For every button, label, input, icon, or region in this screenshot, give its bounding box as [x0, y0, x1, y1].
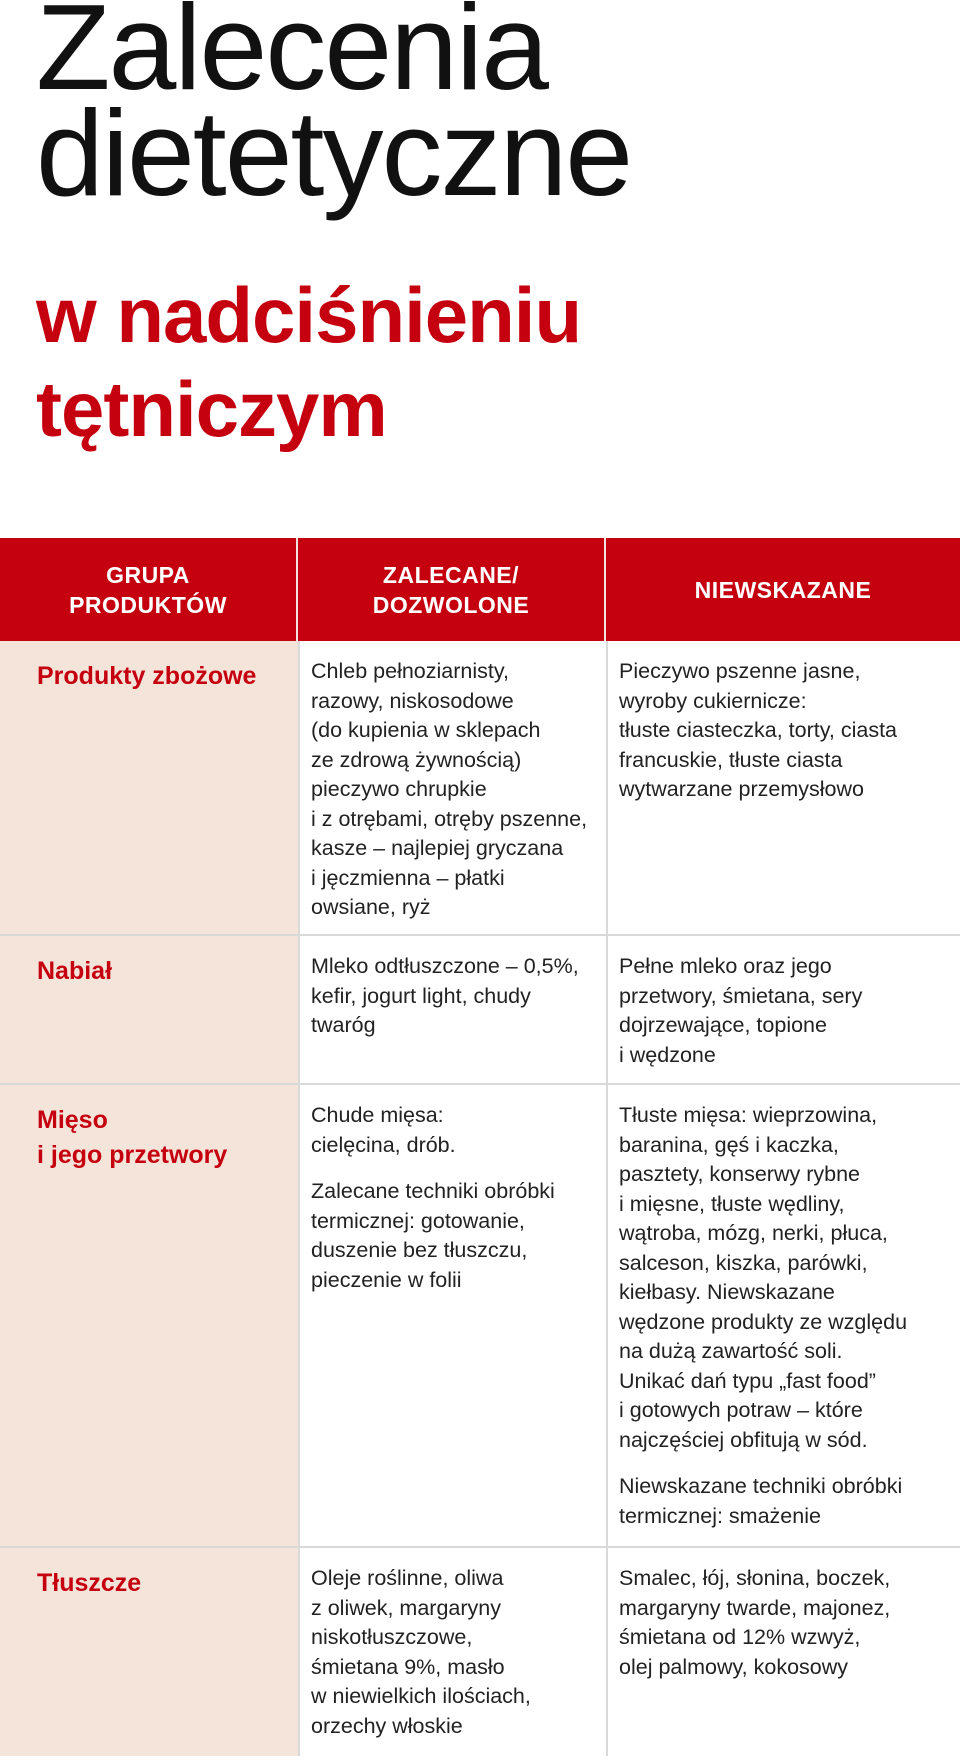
cell-text-line: orzechy włoskie — [311, 1713, 463, 1738]
header-label: PRODUKTÓW — [69, 591, 227, 618]
cell-paragraph — [311, 1101, 596, 1160]
product-group-label: Nabiał — [37, 957, 113, 985]
cell-text-line: Pieczywo pszenne jasne, — [619, 659, 861, 683]
cell-paragraph — [619, 657, 950, 805]
cell-text-line: kefir, jogurt light, chudy — [311, 983, 531, 1008]
title-line: Zalecenia — [36, 0, 547, 115]
cell-text-line: baranina, gęś i kaczka, — [619, 1132, 839, 1157]
cell-paragraph — [311, 1564, 596, 1741]
cell-paragraph — [311, 952, 596, 1041]
allowed-cell — [298, 1548, 606, 1756]
product-group — [0, 1085, 298, 1546]
header-allowed — [298, 538, 606, 641]
cell-text-line: najczęściej obfitują w sód. — [619, 1427, 868, 1452]
page-subtitle — [36, 268, 581, 456]
cell-text-line: pasztety, konserwy rybne — [619, 1162, 860, 1186]
cell-text-line: salceson, kiszka, parówki, — [619, 1250, 868, 1275]
table-header — [0, 538, 960, 641]
cell-text-line: kasze – najlepiej gryczana — [311, 836, 564, 860]
cell-text-line: (do kupienia w sklepach — [311, 718, 541, 742]
cell-text-line: i gotowych potraw – które — [619, 1398, 863, 1422]
table-row — [0, 641, 960, 936]
product-group — [0, 641, 298, 934]
subtitle-line: tętniczym — [36, 365, 387, 453]
cell-text-line: cielęcina, drób. — [311, 1132, 456, 1157]
cell-text-line: Smalec, łój, słonina, boczek, — [619, 1566, 891, 1590]
product-group — [0, 1548, 298, 1756]
cell-text-line: pieczywo chrupkie — [311, 777, 487, 801]
cell-paragraph — [619, 1472, 950, 1531]
product-group-label: Mięso — [37, 1106, 108, 1134]
cell-text-line: tłuste ciasteczka, torty, ciasta — [619, 718, 898, 742]
cell-text-line: owsiane, ryż — [311, 895, 431, 919]
forbidden-cell — [606, 936, 960, 1083]
table-row — [0, 936, 960, 1085]
table-row — [0, 1548, 960, 1756]
allowed-cell — [298, 936, 606, 1083]
cell-text-line: Chude mięsa: — [311, 1103, 444, 1127]
cell-text-line: twaróg — [311, 1013, 376, 1037]
cell-text-line: Niewskazane techniki obróbki — [619, 1474, 903, 1498]
cell-text-line: termicznej: smażenie — [619, 1503, 821, 1528]
cell-text-line: i jęczmienna – płatki — [311, 865, 505, 890]
cell-text-line: Unikać dań typu „fast food” — [619, 1368, 876, 1393]
header-label: DOZWOLONE — [372, 591, 530, 618]
header-label: NIEWSKAZANE — [694, 576, 872, 603]
cell-text-line: francuskie, tłuste ciasta — [619, 747, 843, 772]
allowed-cell — [298, 1085, 606, 1546]
cell-text-line: Tłuste mięsa: wieprzowina, — [619, 1103, 878, 1127]
cell-paragraph — [311, 1177, 596, 1295]
cell-text-line: wątroba, mózg, nerki, płuca, — [619, 1221, 888, 1245]
cell-text-line: margaryny twarde, majonez, — [619, 1595, 891, 1620]
allowed-cell — [298, 641, 606, 934]
title-line: dietetyczne — [36, 85, 632, 221]
cell-paragraph — [619, 952, 950, 1070]
cell-text-line: w niewielkich ilościach, — [311, 1684, 531, 1708]
cell-text-line: przetwory, śmietana, sery — [619, 983, 863, 1008]
subtitle-line: w nadciśnieniu — [36, 271, 582, 359]
cell-text-line: Pełne mleko oraz jego — [619, 954, 832, 978]
cell-text-line: pieczenie w folii — [311, 1267, 462, 1292]
cell-text-line: Mleko odtłuszczone – 0,5%, — [311, 954, 579, 978]
cell-text-line: Oleje roślinne, oliwa — [311, 1566, 504, 1590]
cell-text-line: ze zdrową żywnością) — [311, 747, 522, 772]
page-title — [36, 0, 632, 221]
cell-text-line: kiełbasy. Niewskazane — [619, 1280, 835, 1304]
product-group-label: Tłuszcze — [37, 1569, 142, 1597]
cell-text-line: z oliwek, margaryny — [311, 1595, 501, 1620]
cell-text-line: razowy, niskosodowe — [311, 688, 514, 713]
cell-paragraph — [619, 1564, 950, 1682]
cell-text-line: dojrzewające, topione — [619, 1013, 827, 1037]
table-row — [0, 1085, 960, 1548]
header-group — [0, 538, 298, 641]
cell-paragraph — [311, 657, 596, 923]
cell-text-line: i wędzone — [619, 1042, 716, 1067]
cell-text-line: śmietana od 12% wzwyż, — [619, 1625, 861, 1649]
forbidden-cell — [606, 641, 960, 934]
cell-text-line: wyroby cukiernicze: — [619, 688, 807, 713]
diet-table — [0, 538, 960, 1756]
cell-text-line: i mięsne, tłuste wędliny, — [619, 1191, 845, 1216]
cell-text-line: wytwarzane przemysłowo — [619, 777, 864, 801]
forbidden-cell — [606, 1085, 960, 1546]
cell-text-line: olej palmowy, kokosowy — [619, 1654, 849, 1679]
cell-text-line: i z otrębami, otręby pszenne, — [311, 806, 588, 831]
cell-text-line: duszenie bez tłuszczu, — [311, 1238, 528, 1262]
cell-text-line: na dużą zawartość soli. — [619, 1339, 843, 1363]
cell-text-line: niskotłuszczowe, — [311, 1625, 473, 1649]
cell-text-line: termicznej: gotowanie, — [311, 1208, 525, 1233]
product-group-label: i jego przetwory — [37, 1141, 228, 1169]
cell-text-line: Zalecane techniki obróbki — [311, 1179, 555, 1203]
product-group — [0, 936, 298, 1083]
header-label: ZALECANE/ — [382, 561, 520, 588]
product-group-label: Produkty zbożowe — [37, 662, 257, 690]
cell-text-line: wędzone produkty ze względu — [619, 1309, 908, 1334]
header-label: GRUPA — [106, 561, 190, 588]
forbidden-cell — [606, 1548, 960, 1756]
cell-paragraph — [619, 1101, 950, 1455]
cell-text-line: Chleb pełnoziarnisty, — [311, 659, 509, 683]
table-body — [0, 641, 960, 1756]
cell-text-line: śmietana 9%, masło — [311, 1654, 505, 1679]
header-forbidden — [606, 538, 960, 641]
